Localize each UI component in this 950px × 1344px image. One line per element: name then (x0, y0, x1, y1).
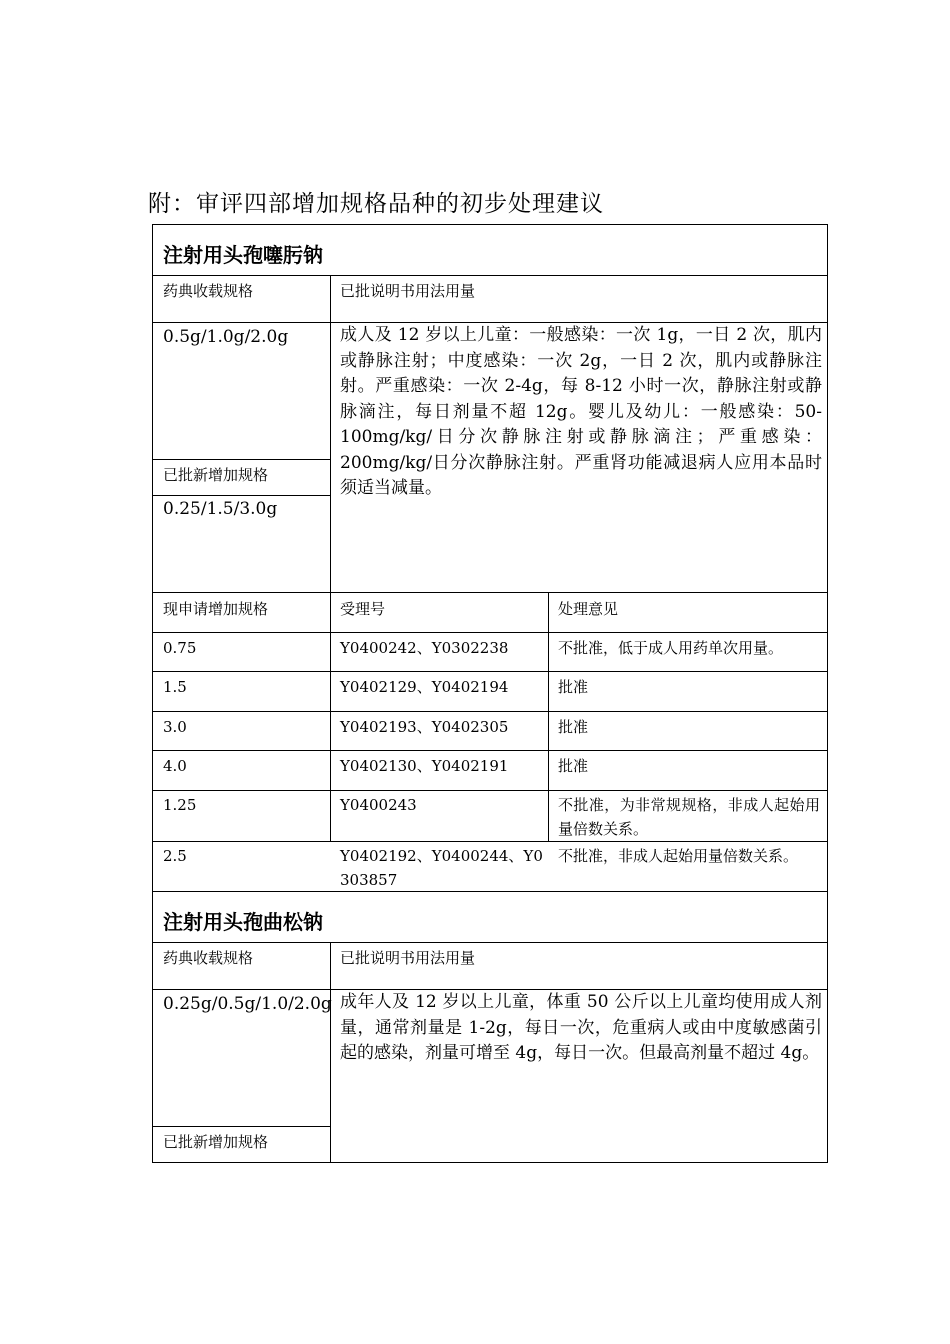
row-spec: 1.25 (163, 796, 197, 814)
header-applied-spec: 现申请增加规格 (163, 600, 269, 618)
pharmacopeia-spec-value: 0.5g/1.0g/2.0g (163, 327, 289, 347)
row-opinion: 批准 (558, 678, 589, 696)
page-title: 附：审评四部增加规格品种的初步处理建议 (148, 191, 604, 217)
header-accept-number: 受理号 (340, 600, 386, 618)
row-opinion: 不批准，为非常规规格，非成人起始用量倍数关系。 (558, 796, 820, 838)
header-opinion: 处理意见 (558, 600, 619, 618)
row-spec: 2.5 (163, 847, 187, 865)
header-approved-dosage: 已批说明书用法用量 (340, 949, 476, 967)
dosage-text: 成年人及 12 岁以上儿童，体重 50 公斤以上儿童均使用成人剂量，通常剂量是 1-2g，每日一次，危重病人或由中度敏感菌引起的感染，剂量可增至 4g，每日一次。但最高剂量不超过 4g。 (340, 992, 822, 1063)
header-pharmacopeia-spec: 药典收载规格 (163, 282, 254, 300)
row-spec: 1.5 (163, 678, 187, 696)
row-opinion: 批准 (558, 757, 589, 775)
row-accept-number: Y0402130、Y0402191 (340, 757, 509, 775)
row-accept-number: Y0400242、Y0302238 (340, 639, 509, 657)
approved-new-spec-value: 0.25/1.5/3.0g (163, 499, 278, 519)
section-cefotaxime-table (152, 224, 828, 892)
row-accept-number: Y0402192、Y0400244、Y0303857 (340, 847, 543, 889)
row-accept-number: Y0402129、Y0402194 (340, 678, 509, 696)
section-title: 注射用头孢噻肟钠 (163, 243, 323, 267)
row-spec: 0.75 (163, 639, 197, 657)
row-spec: 3.0 (163, 718, 187, 736)
label-approved-new-spec: 已批新增加规格 (163, 1133, 269, 1151)
row-opinion: 不批准，非成人起始用量倍数关系。 (558, 847, 799, 865)
pharmacopeia-spec-value: 0.25g/0.5g/1.0/2.0g (163, 994, 332, 1014)
label-approved-new-spec: 已批新增加规格 (163, 466, 269, 484)
header-approved-dosage: 已批说明书用法用量 (340, 282, 476, 300)
dosage-text: 成人及 12 岁以上儿童：一般感染：一次 1g，一日 2 次，肌内或静脉注射；中度感染：一次 2g，一日 2 次，肌内或静脉注射。严重感染：一次 2-4g，每 8-12 小时一次，静脉注射或静脉滴注，每日剂量不超 12g。婴儿及幼儿：一般感染：50-100mg/kg/日分次静脉注射或静脉滴注；严重感染：200mg/kg/日分次静脉注射。严重肾功能减退病人应用本品时须适当减量。 (340, 325, 822, 498)
section-ceftriaxone-table (152, 891, 828, 1163)
row-opinion: 批准 (558, 718, 589, 736)
row-accept-number: Y0400243 (340, 796, 417, 814)
row-opinion: 不批准，低于成人用药单次用量。 (558, 639, 784, 657)
row-spec: 4.0 (163, 757, 187, 775)
header-pharmacopeia-spec: 药典收载规格 (163, 949, 254, 967)
row-accept-number: Y0402193、Y0402305 (340, 718, 509, 736)
section-title: 注射用头孢曲松钠 (163, 910, 323, 934)
